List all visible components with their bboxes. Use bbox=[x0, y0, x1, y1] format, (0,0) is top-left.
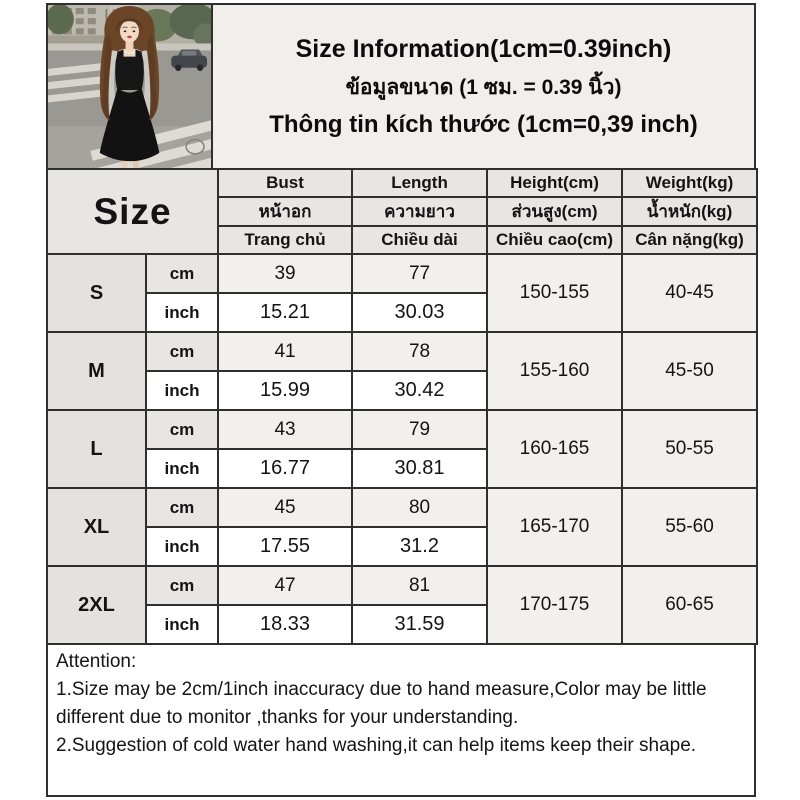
length-value-cm: 79 bbox=[352, 410, 487, 449]
model-shape bbox=[100, 6, 160, 168]
title-block bbox=[213, 5, 754, 168]
header-length-th: ความยาว bbox=[352, 197, 487, 226]
size-label: L bbox=[47, 410, 146, 488]
header-height-vi: Chiều cao(cm) bbox=[487, 226, 622, 254]
bust-value-cm: 41 bbox=[218, 332, 352, 371]
unit-label-inch: inch bbox=[146, 449, 218, 488]
bust-value-cm: 39 bbox=[218, 254, 352, 293]
product-photo bbox=[48, 5, 213, 168]
height-range: 150-155 bbox=[487, 254, 622, 332]
header-weight-th: น้ำหนัก(kg) bbox=[622, 197, 757, 226]
unit-label-cm: cm bbox=[146, 488, 218, 527]
size-chart-card bbox=[46, 3, 756, 797]
unit-label-inch: inch bbox=[146, 605, 218, 644]
unit-label-cm: cm bbox=[146, 410, 218, 449]
weight-range: 50-55 bbox=[622, 410, 757, 488]
length-value-cm: 77 bbox=[352, 254, 487, 293]
height-range: 170-175 bbox=[487, 566, 622, 644]
bust-value-cm: 47 bbox=[218, 566, 352, 605]
header-weight-en: Weight(kg) bbox=[622, 169, 757, 197]
weight-range: 55-60 bbox=[622, 488, 757, 566]
length-value-inch: 30.42 bbox=[352, 371, 487, 410]
attention-item: 2.Suggestion of cold water hand washing,it can help items keep their shape. bbox=[56, 735, 697, 756]
bust-value-inch: 15.21 bbox=[218, 293, 352, 332]
length-value-inch: 30.81 bbox=[352, 449, 487, 488]
header-bust-en: Bust bbox=[218, 169, 352, 197]
weight-range: 40-45 bbox=[622, 254, 757, 332]
unit-label-inch: inch bbox=[146, 371, 218, 410]
bust-value-inch: 15.99 bbox=[218, 371, 352, 410]
header-row bbox=[46, 3, 756, 168]
bust-value-inch: 16.77 bbox=[218, 449, 352, 488]
header-length-en: Length bbox=[352, 169, 487, 197]
size-table bbox=[46, 168, 758, 645]
header-bust-th: หน้าอก bbox=[218, 197, 352, 226]
header-height-en: Height(cm) bbox=[487, 169, 622, 197]
attention-heading: Attention: bbox=[56, 651, 137, 672]
attention-item: 1.Size may be 2cm/1inch inaccuracy due to hand measure,Color may be little different due to monitor ,thanks for your understanding. bbox=[56, 679, 707, 728]
unit-label-inch: inch bbox=[146, 527, 218, 566]
unit-label-inch: inch bbox=[146, 293, 218, 332]
unit-label-cm: cm bbox=[146, 254, 218, 293]
size-label: M bbox=[47, 332, 146, 410]
bust-value-inch: 17.55 bbox=[218, 527, 352, 566]
unit-label-cm: cm bbox=[146, 566, 218, 605]
height-range: 155-160 bbox=[487, 332, 622, 410]
title-thai: ข้อมูลขนาด (1 ซม. = 0.39 นิ้ว) bbox=[345, 75, 622, 99]
title-english: Size Information(1cm=0.39inch) bbox=[295, 34, 672, 63]
length-value-cm: 80 bbox=[352, 488, 487, 527]
length-value-inch: 30.03 bbox=[352, 293, 487, 332]
title-vietnamese: Thông tin kích thước (1cm=0,39 inch) bbox=[269, 110, 698, 138]
size-label: S bbox=[47, 254, 146, 332]
model-street-photo-illustration bbox=[48, 5, 211, 168]
header-weight-vi: Cân nặng(kg) bbox=[622, 226, 757, 254]
header-bust-vi: Trang chủ bbox=[218, 226, 352, 254]
unit-label-cm: cm bbox=[146, 332, 218, 371]
size-label: XL bbox=[47, 488, 146, 566]
size-label: 2XL bbox=[47, 566, 146, 644]
length-value-inch: 31.2 bbox=[352, 527, 487, 566]
height-range: 165-170 bbox=[487, 488, 622, 566]
length-value-inch: 31.59 bbox=[352, 605, 487, 644]
header-height-th: ส่วนสูง(cm) bbox=[487, 197, 622, 226]
header-size: Size bbox=[47, 169, 218, 254]
length-value-cm: 81 bbox=[352, 566, 487, 605]
bust-value-inch: 18.33 bbox=[218, 605, 352, 644]
length-value-cm: 78 bbox=[352, 332, 487, 371]
bust-value-cm: 45 bbox=[218, 488, 352, 527]
height-range: 160-165 bbox=[487, 410, 622, 488]
weight-range: 60-65 bbox=[622, 566, 757, 644]
header-length-vi: Chiều dài bbox=[352, 226, 487, 254]
weight-range: 45-50 bbox=[622, 332, 757, 410]
bust-value-cm: 43 bbox=[218, 410, 352, 449]
attention-box bbox=[46, 645, 756, 797]
